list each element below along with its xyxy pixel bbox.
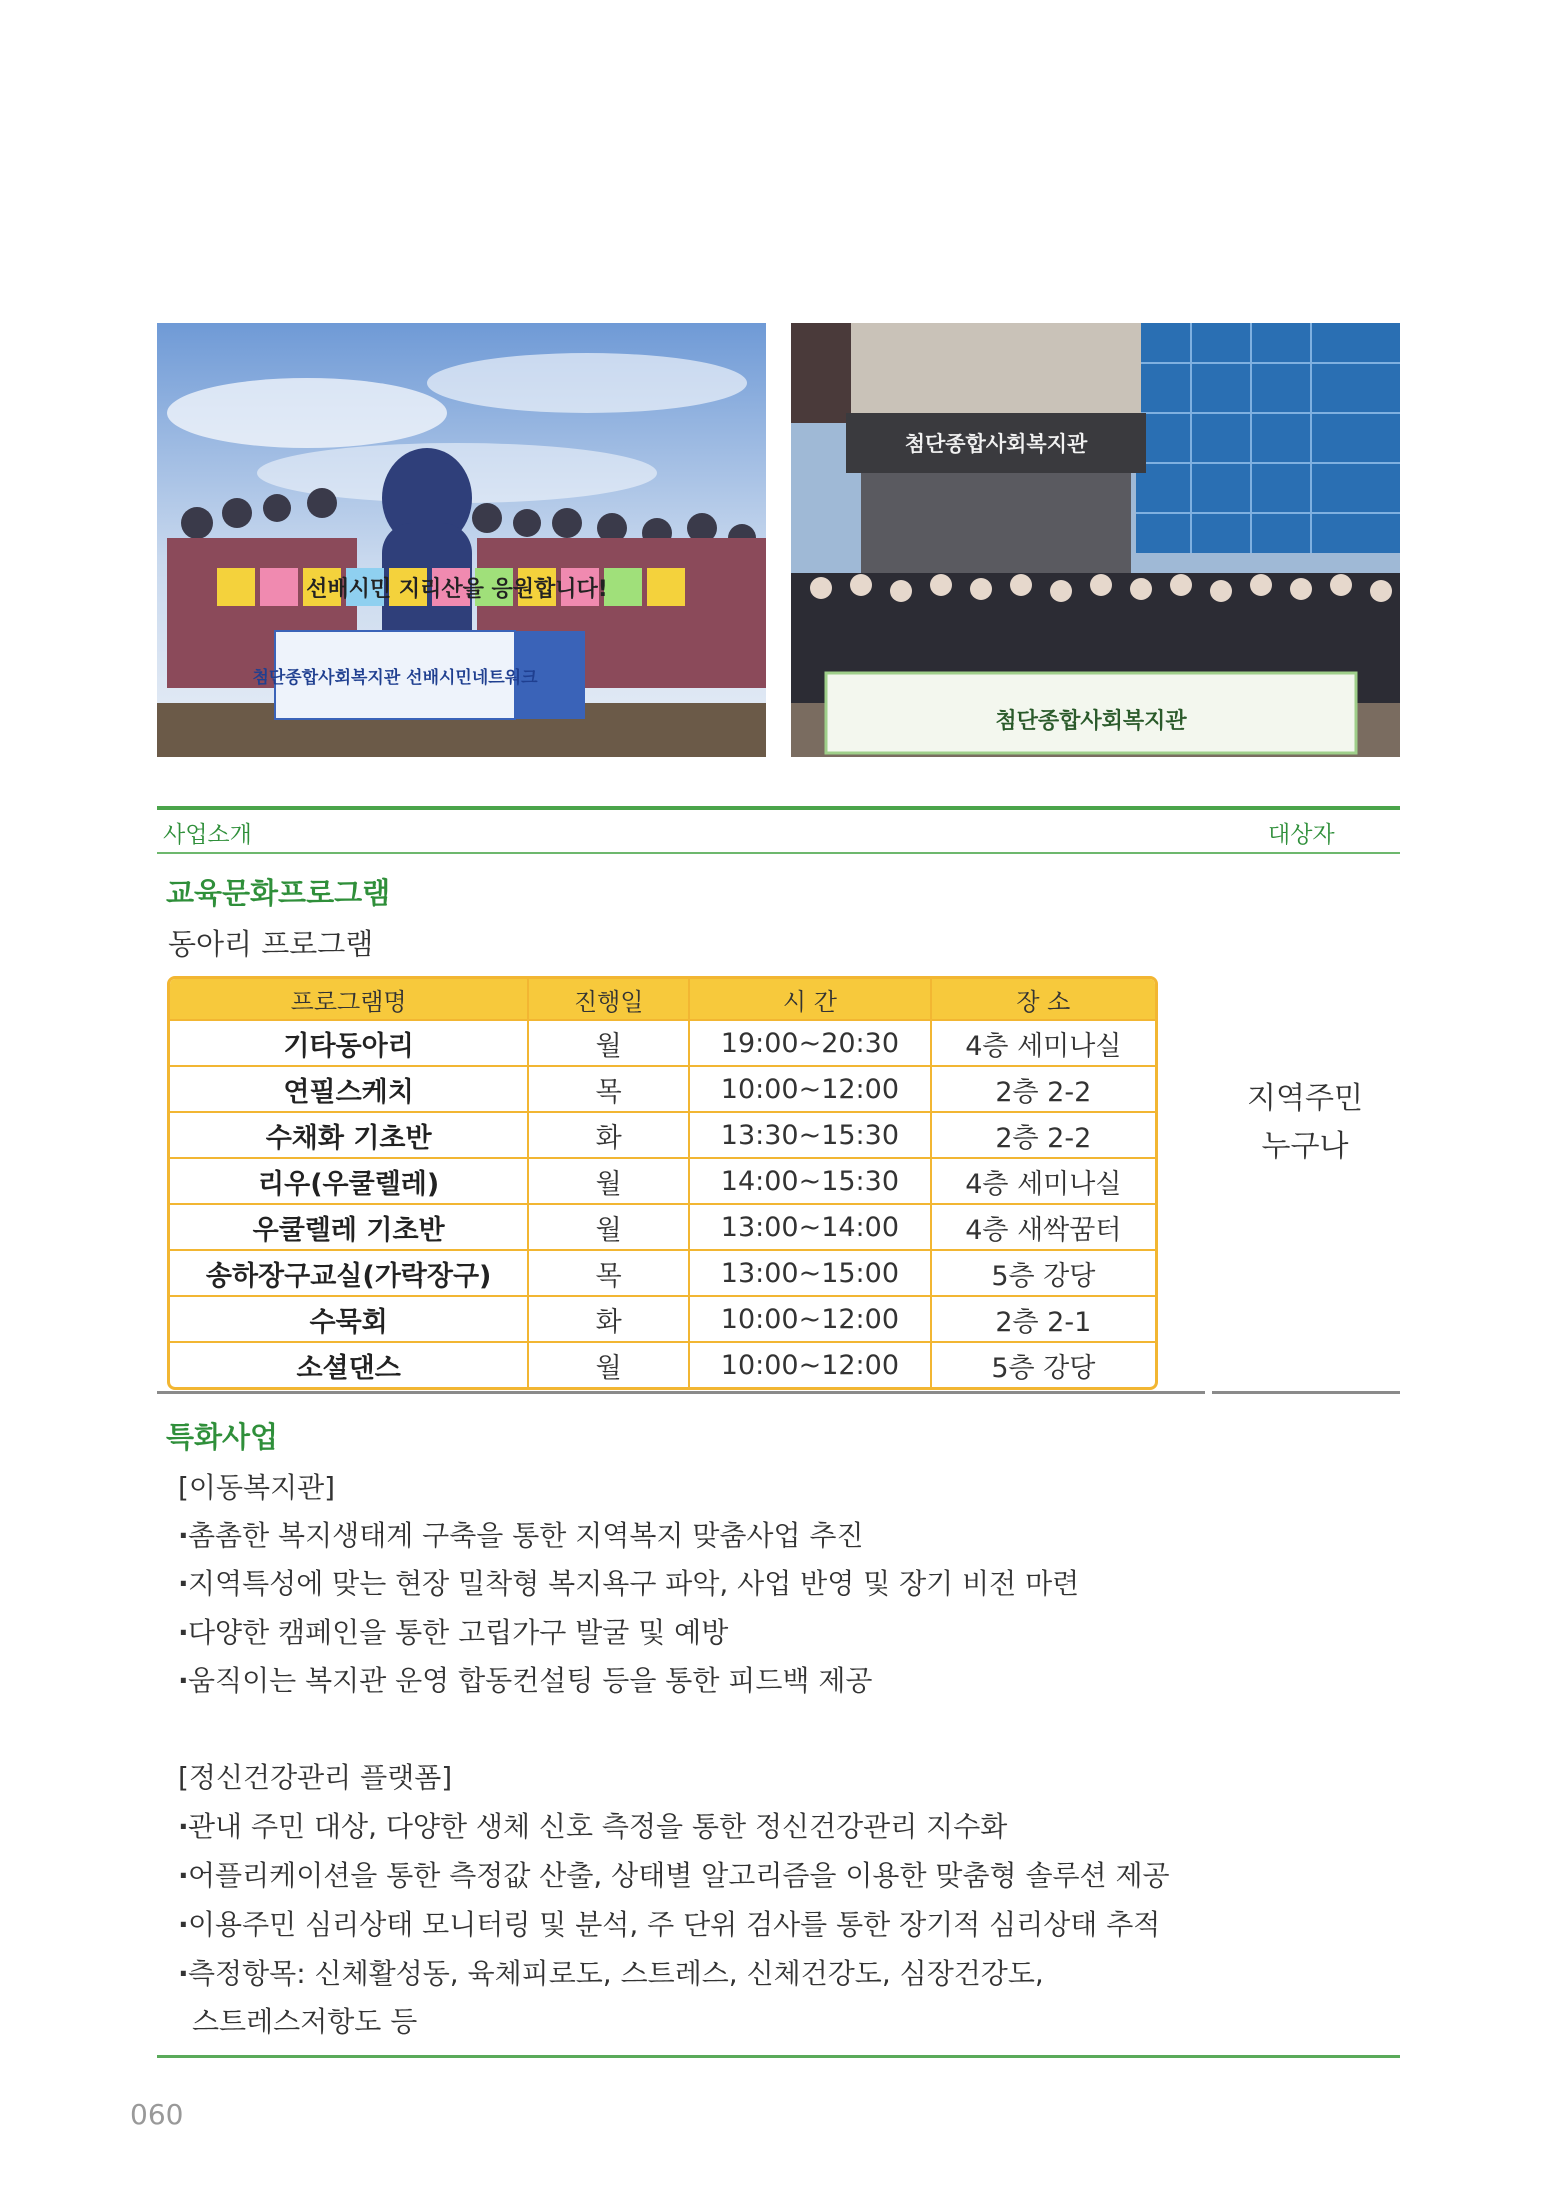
header-label-business: 사업소개 [163,822,252,848]
section-subtitle-club: 동아리 프로그램 [168,927,374,961]
cell-program-name: 기타동아리 [170,1019,529,1065]
cell-program-name: 우쿨렐레 기초반 [170,1203,529,1249]
cell-place: 2층 2-1 [932,1295,1155,1341]
block-title-mobile-welfare: [이동복지관] [178,1471,336,1504]
cell-place: 5층 강당 [932,1341,1155,1387]
cell-time: 13:00~15:00 [690,1249,931,1295]
cell-day: 목 [529,1249,690,1295]
target-audience [1215,1075,1395,1171]
cell-time: 13:30~15:30 [690,1111,931,1157]
target-line-2: 누구나 [1261,1129,1349,1164]
photo2-building-sign: 첨단종합사회복지관 [904,432,1088,456]
section-divider-right [1212,1391,1400,1394]
program-table [167,976,1158,1390]
photo1-sign-text: 선배시민 지리산을 응원합니다! [306,577,608,602]
cell-time: 10:00~12:00 [690,1295,931,1341]
cell-program-name: 송하장구교실(가락장구) [170,1249,529,1295]
group-photo-hiking [157,323,766,757]
list-item: ·다양한 캠페인을 통한 고립가구 발굴 및 예방 [178,1616,729,1649]
cell-place: 4층 세미나실 [932,1157,1155,1203]
group-photo-building [791,323,1400,757]
bottom-rule [157,2055,1400,2058]
cell-place: 2층 2-2 [932,1065,1155,1111]
list-item: ·관내 주민 대상, 다양한 생체 신호 측정을 통한 정신건강관리 지수화 [178,1810,1008,1843]
table-row [170,1249,1155,1295]
photo2-banner-text: 첨단종합사회복지관 [995,709,1187,734]
cell-time: 13:00~14:00 [690,1203,931,1249]
cell-time: 19:00~20:30 [690,1019,931,1065]
cell-day: 화 [529,1111,690,1157]
cell-day: 월 [529,1203,690,1249]
col-header-place: 장 소 [932,979,1155,1019]
header-bottom-rule [157,852,1400,854]
section-divider-left [157,1391,1205,1394]
section-title-education: 교육문화프로그램 [166,876,391,910]
table-row [170,1065,1155,1111]
target-line-1: 지역주민 [1247,1081,1363,1116]
cell-day: 화 [529,1295,690,1341]
list-item: ·지역특성에 맞는 현장 밀착형 복지욕구 파악, 사업 반영 및 장기 비전 마련 [178,1567,1080,1600]
table-row [170,1111,1155,1157]
cell-program-name: 수채화 기초반 [170,1111,529,1157]
cell-day: 월 [529,1019,690,1065]
cell-program-name: 소셜댄스 [170,1341,529,1387]
list-item: ·어플리케이션을 통한 측정값 산출, 상태별 알고리즘을 이용한 맞춤형 솔루션 제공 [178,1859,1170,1892]
cell-day: 목 [529,1065,690,1111]
cell-program-name: 연필스케치 [170,1065,529,1111]
list-item: ·이용주민 심리상태 모니터링 및 분석, 주 단위 검사를 통한 장기적 심리상태 추적 [178,1908,1161,1941]
section-title-special: 특화사업 [166,1420,279,1454]
cell-place: 4층 세미나실 [932,1019,1155,1065]
cell-day: 월 [529,1157,690,1203]
cell-time: 14:00~15:30 [690,1157,931,1203]
list-item: ·움직이는 복지관 운영 합동컨설팅 등을 통한 피드백 제공 [178,1664,873,1697]
list-item-continuation: 스트레스저항도 등 [192,2005,418,2038]
list-item: ·측정항목: 신체활성동, 육체피로도, 스트레스, 신체건강도, 심장건강도, [178,1957,1044,1990]
photo1-banner-text: 첨단종합사회복지관 선배시민네트워크 [252,668,538,688]
cell-place: 5층 강당 [932,1249,1155,1295]
page-number: 060 [130,2098,184,2131]
table-row [170,1295,1155,1341]
list-item: ·촘촘한 복지생태계 구축을 통한 지역복지 맞춤사업 추진 [178,1519,864,1552]
header-label-target: 대상자 [1268,822,1335,848]
table-header-row [170,979,1155,1019]
header-top-rule [157,806,1400,810]
cell-program-name: 리우(우쿨렐레) [170,1157,529,1203]
cell-time: 10:00~12:00 [690,1065,931,1111]
col-header-time: 시 간 [690,979,931,1019]
col-header-day: 진행일 [529,979,690,1019]
cell-time: 10:00~12:00 [690,1341,931,1387]
block-title-mental-health: [정신건강관리 플랫폼] [178,1761,453,1794]
col-header-program: 프로그램명 [170,979,529,1019]
table-row [170,1203,1155,1249]
cell-place: 4층 새싹꿈터 [932,1203,1155,1249]
cell-day: 월 [529,1341,690,1387]
table-row [170,1019,1155,1065]
table-row [170,1341,1155,1387]
cell-program-name: 수묵회 [170,1295,529,1341]
table-row [170,1157,1155,1203]
cell-place: 2층 2-2 [932,1111,1155,1157]
